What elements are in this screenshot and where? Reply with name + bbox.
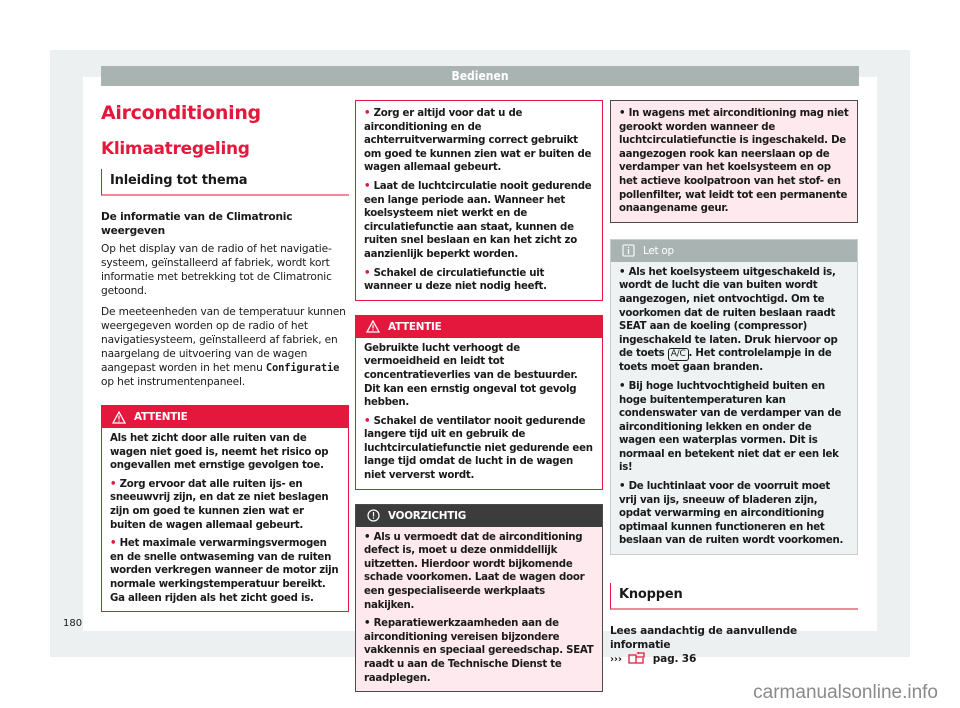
bullet-text: In wagens met airconditioning mag niet gerookt worden wanneer de luchtcirculatiefunctie is ingeschakeld. De aangezogen rook kan neerslaan op de verdamper van het koelsysteem en op het actieve koolpatroon van het stof- en pollenfilter, wat leidt tot een permanente onaangename geur. [619,108,849,215]
warning-box-body [102,428,348,611]
caution-box-continued [610,100,858,223]
paragraph [101,305,349,389]
note-box-body [611,262,857,554]
warning-bullet [364,267,594,294]
warning-box-body [356,101,602,300]
bullet-icon: • [110,538,120,550]
warning-box [101,405,349,612]
reference-arrows: ››› [610,654,622,666]
bullet-text: Reparatiewerkzaamheden aan de airconditioning vereisen bijzondere vakkennis en speciaal gereedschap. SEAT raadt u aan de Technische Dienst te raadplegen. [364,618,594,684]
warning-bullet [110,537,340,605]
sub-heading: De informatie van de Climatronic weergeven [101,211,293,237]
caution-box-body [611,101,857,222]
caution-box-header [356,505,602,527]
warning-intro: Gebruikte lucht verhoogt de vermoeidheid en leidt tot concentratieverlies van de bestuurder. Dit kan een ernstig ongeval tot gevolg hebben. [364,342,578,409]
chapter-subtitle: Klimaatregeling [101,139,250,159]
bullet-text: Laat de luchtcirculatie nooit gedurende een lange periode aan. Wanneer het koelsysteem niet werkt en de circulatiefunctie aan staat, kunnen de ruiten snel beslaan en kan het zicht zo aanzienlijk beperkt worden. [364,180,592,260]
bullet-text: De luchtinlaat voor de voorruit moet vrij van ijs, sneeuw of bladeren zijn, opdat verwarming en airconditioning optimaal kunnen functioneren en het beslaan van de ruiten wordt voorkomen. [619,481,844,547]
bullet-text: Schakel de ventilator nooit gedurende langere tijd uit en gebruik de luchtcirculatiefunctie niet gedurende een lange tijd omdat de lucht in de wagen niet ververst wordt. [364,415,593,482]
reference-text: Lees aandachtig de aanvullende informatie [610,625,797,652]
note-bullet [619,266,849,375]
bullet-icon: • [619,266,629,278]
caution-box-body [356,527,602,692]
caution-circle-icon [366,509,380,523]
section-heading: Inleiding tot thema [101,169,349,196]
warning-box-header [102,406,348,428]
warning-label: ATTENTIE [388,320,442,333]
warning-label: ATTENTIE [134,411,188,423]
bullet-icon: • [364,415,374,427]
bullet-text: . Het controlelampje in de toets moet gaan branden. [619,348,832,374]
bullet-icon: • [364,267,374,279]
note-box [610,239,858,555]
paragraph-text: De meeteenheden van de temperatuur kunnen weergegeven worden op de radio of het navigatiesysteem, geïnstalleerd af fabriek, en naargelang de uitvoering van de wagen aangepast worden in het menu [101,306,346,374]
warning-box-continued [355,100,603,301]
column-left [101,100,349,612]
bullet-icon: • [364,618,374,630]
book-reference-icon [628,652,646,668]
note-box-header [611,240,857,262]
paragraph: Op het display van de radio of het navigatie-systeem, geïnstalleerd af fabriek, wordt kort informatie met betrekking tot de Climatronic getoond. [101,243,332,297]
bullet-icon: • [619,108,629,119]
warning-box [355,315,603,490]
note-bullet [619,480,849,548]
chapter-title: Airconditioning [101,102,261,124]
caution-label: VOORZICHTIG [388,509,466,522]
page-number: 180 [63,618,83,629]
warning-triangle-icon [366,320,380,334]
bullet-text: Zorg ervoor dat alle ruiten ijs- en sneeuwvrij zijn, en dat ze niet beslagen zijn om goed te kunnen zien wat er buiten de wagen allemaal gebeurt. [110,478,329,531]
bullet-icon: • [110,478,120,490]
section-heading: Knoppen [610,583,858,610]
caution-bullet [619,107,849,216]
caution-box [355,504,603,693]
reference-page: pag. 36 [652,653,697,666]
bullet-text: Als u vermoedt dat de airconditioning defect is, moet u deze onmiddellijk uitzetten. Hierdoor wordt bijkomende schade voorkomen. Laat de wagen door een gespecialiseerde werkplaats nakijken. [364,531,585,611]
bullet-icon: • [619,481,629,493]
bullet-icon: • [619,380,629,392]
menu-name: Configuratie [265,362,340,374]
warning-triangle-icon [112,410,126,424]
bullet-text: Het maximale verwarmingsvermogen en de snelle ontwaseming van de ruiten worden verkregen wanneer de motor zijn normale werkingstemperatuur bereikt. Ga alleen rijden als het zicht goed is. [110,538,339,604]
ac-key-icon: A/C [668,348,689,361]
note-label: Let op [643,244,674,257]
bullet-text: Als het koelsysteem uitgeschakeld is, wordt de lucht die van buiten wordt aangezogen, niet ontvochtigd. Om te voorkomen dat de ruiten beslaan raadt SEAT aan de koeling (compressor) ingeschakeld te laten. Druk hiervoor op de toets [619,266,838,360]
note-bullet [619,380,849,475]
cross-reference [610,624,858,668]
warning-intro: Als het zicht door alle ruiten van de wagen niet goed is, neemt het risico op ongevallen met ernstige gevolgen toe. [110,433,329,472]
bullet-text: Schakel de circulatiefunctie uit wanneer u deze niet nodig heeft. [364,267,547,293]
warning-bullet [110,478,340,532]
column-middle [355,100,603,692]
warning-bullet [364,180,594,262]
column-right [610,100,858,668]
bullet-text: Bij hoge luchtvochtigheid buiten en hoge buitentemperaturen kan condenswater van de verdamper van de airconditioning lekken en onder de wagen een waterplas vormen. Dit is normaal en betekent niet dat er een lek is! [619,380,842,474]
bullet-icon: • [364,531,374,543]
bullet-icon: • [364,180,374,192]
paragraph-text: op het instrumentenpaneel. [101,376,246,388]
watermark: carmanualsonline.info [753,682,938,703]
caution-bullet [364,531,594,613]
reference-link[interactable] [610,652,858,668]
warning-bullet [364,415,594,483]
warning-box-body [356,338,602,489]
warning-box-header [356,316,602,338]
info-icon [621,244,635,258]
bullet-text: Zorg er altijd voor dat u de airconditioning en de achterruitverwarming correct gebruikt om goed te kunnen zien wat er buiten de wagen allemaal gebeurt. [364,108,592,174]
section-header-bar: Bedienen [101,66,859,86]
bullet-icon: • [364,108,374,119]
warning-bullet [364,107,594,175]
caution-bullet [364,617,594,685]
